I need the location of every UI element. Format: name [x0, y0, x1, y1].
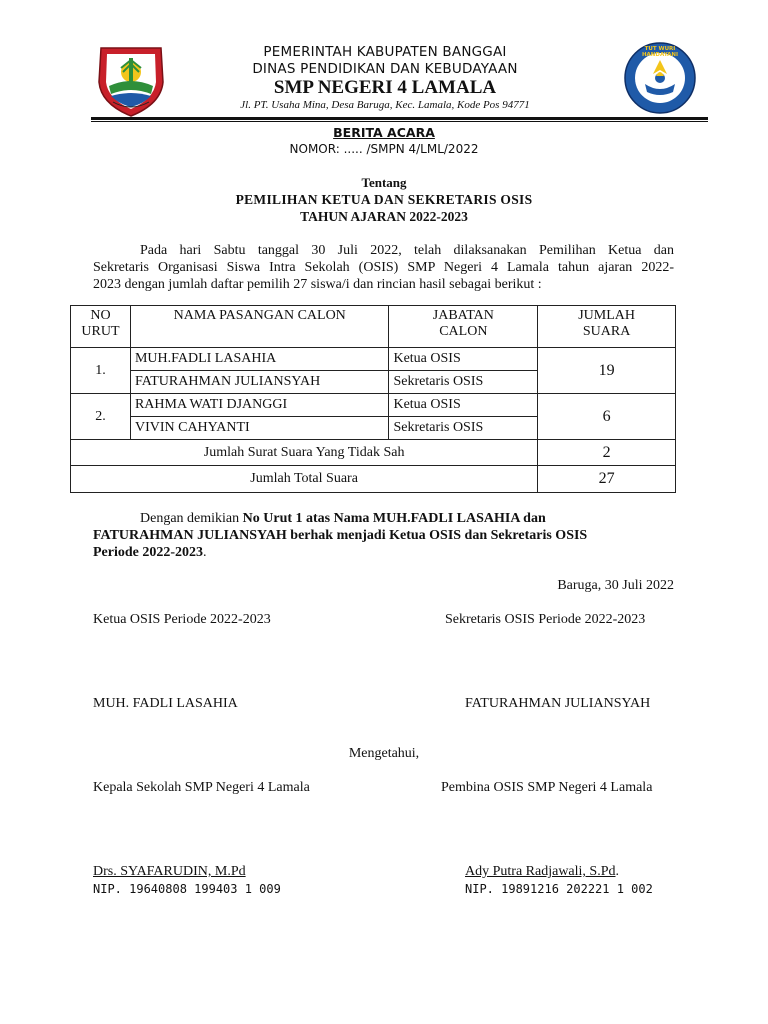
- candidate-ketua-name: MUH.FADLI LASAHIA: [130, 348, 389, 371]
- total-votes-value: 27: [538, 466, 676, 493]
- candidate-votes: 6: [538, 394, 676, 440]
- results-table: [70, 305, 676, 493]
- candidate-ketua-role: Ketua OSIS: [389, 394, 538, 417]
- ketua-name: MUH. FADLI LASAHIA: [93, 696, 238, 711]
- invalid-votes-row: [71, 440, 676, 466]
- place-date: Baruga, 30 Juli 2022: [557, 578, 674, 593]
- document-title: BERITA ACARA: [333, 125, 435, 140]
- candidate-no: 1.: [71, 348, 131, 394]
- letterhead-divider-thick: [91, 117, 708, 120]
- tut-wuri-handayani-logo: [623, 40, 697, 116]
- candidate-sekretaris-name: FATURAHMAN JULIANSYAH: [130, 371, 389, 394]
- intro-line-1: Pada hari Sabtu tanggal 30 Juli 2022, telah dilaksanakan Pemilihan Ketua dan: [140, 243, 674, 258]
- document-number: NOMOR: ..... /SMPN 4/LML/2022: [289, 142, 479, 156]
- principal-name: Drs. SYAFARUDIN, M.Pd: [93, 864, 246, 879]
- header-votes: JUMLAH SUARA: [538, 306, 676, 348]
- conclusion-line-1: Dengan demikian No Urut 1 atas Nama MUH.FADLI LASAHIA dan: [140, 511, 546, 526]
- school-name: SMP NEGERI 4 LAMALA: [273, 77, 497, 98]
- document-subject-line-2: TAHUN AJARAN 2022-2023: [300, 209, 468, 224]
- invalid-votes-value: 2: [538, 440, 676, 466]
- ketua-role: Ketua OSIS Periode 2022-2023: [93, 612, 271, 627]
- invalid-votes-label: Jumlah Surat Suara Yang Tidak Sah: [71, 440, 538, 466]
- regency-emblem-logo: [93, 42, 169, 118]
- table-row: [71, 394, 676, 417]
- sekretaris-name: FATURAHMAN JULIANSYAH: [465, 696, 651, 711]
- candidate-sekretaris-role: Sekretaris OSIS: [389, 371, 538, 394]
- tentang-label: Tentang: [361, 175, 407, 190]
- advisor-role: Pembina OSIS SMP Negeri 4 Lamala: [441, 780, 653, 795]
- intro-line-2: Sekretaris Organisasi Siswa Intra Sekolah (OSIS) SMP Negeri 4 Lamala tahun ajaran 2022-: [93, 260, 674, 275]
- document-subject-line-1: PEMILIHAN KETUA DAN SEKRETARIS OSIS: [235, 192, 533, 207]
- header-name: NAMA PASANGAN CALON: [130, 306, 389, 348]
- candidate-ketua-name: RAHMA WATI DJANGGI: [130, 394, 389, 417]
- candidate-ketua-role: Ketua OSIS: [389, 348, 538, 371]
- advisor-name: Ady Putra Radjawali, S.Pd.: [465, 864, 619, 879]
- letterhead-divider-thin: [91, 121, 708, 122]
- candidate-votes: 19: [538, 348, 676, 394]
- logo-motto-text: TUT WURI HANDAYANI: [641, 46, 679, 58]
- letterhead-line-2: DINAS PENDIDIKAN DAN KEBUDAYAAN: [252, 61, 518, 77]
- conclusion-line-2: FATURAHMAN JULIANSYAH berhak menjadi Ketua OSIS dan Sekretaris OSIS: [93, 528, 588, 543]
- candidate-no: 2.: [71, 394, 131, 440]
- mengetahui-label: Mengetahui,: [348, 746, 420, 761]
- header-position: JABATAN CALON: [389, 306, 538, 348]
- candidate-sekretaris-name: VIVIN CAHYANTI: [130, 417, 389, 440]
- letterhead-line-1: PEMERINTAH KABUPATEN BANGGAI: [263, 44, 507, 60]
- header-no: NO URUT: [71, 306, 131, 348]
- conclusion-line-3: Periode 2022-2023.: [93, 545, 207, 560]
- principal-nip: NIP. 19640808 199403 1 009: [93, 882, 281, 896]
- table-header-row: [71, 306, 676, 348]
- total-votes-label: Jumlah Total Suara: [71, 466, 538, 493]
- table-row: [71, 348, 676, 371]
- school-address: Jl. PT. Usaha Mina, Desa Baruga, Kec. Lamala, Kode Pos 94771: [240, 99, 530, 111]
- total-votes-row: [71, 466, 676, 493]
- candidate-sekretaris-role: Sekretaris OSIS: [389, 417, 538, 440]
- principal-role: Kepala Sekolah SMP Negeri 4 Lamala: [93, 780, 310, 795]
- sekretaris-role: Sekretaris OSIS Periode 2022-2023: [445, 612, 646, 627]
- advisor-nip: NIP. 19891216 202221 1 002: [465, 882, 653, 896]
- intro-line-3: 2023 dengan jumlah daftar pemilih 27 siswa/i dan rincian hasil sebagai berikut :: [93, 277, 542, 292]
